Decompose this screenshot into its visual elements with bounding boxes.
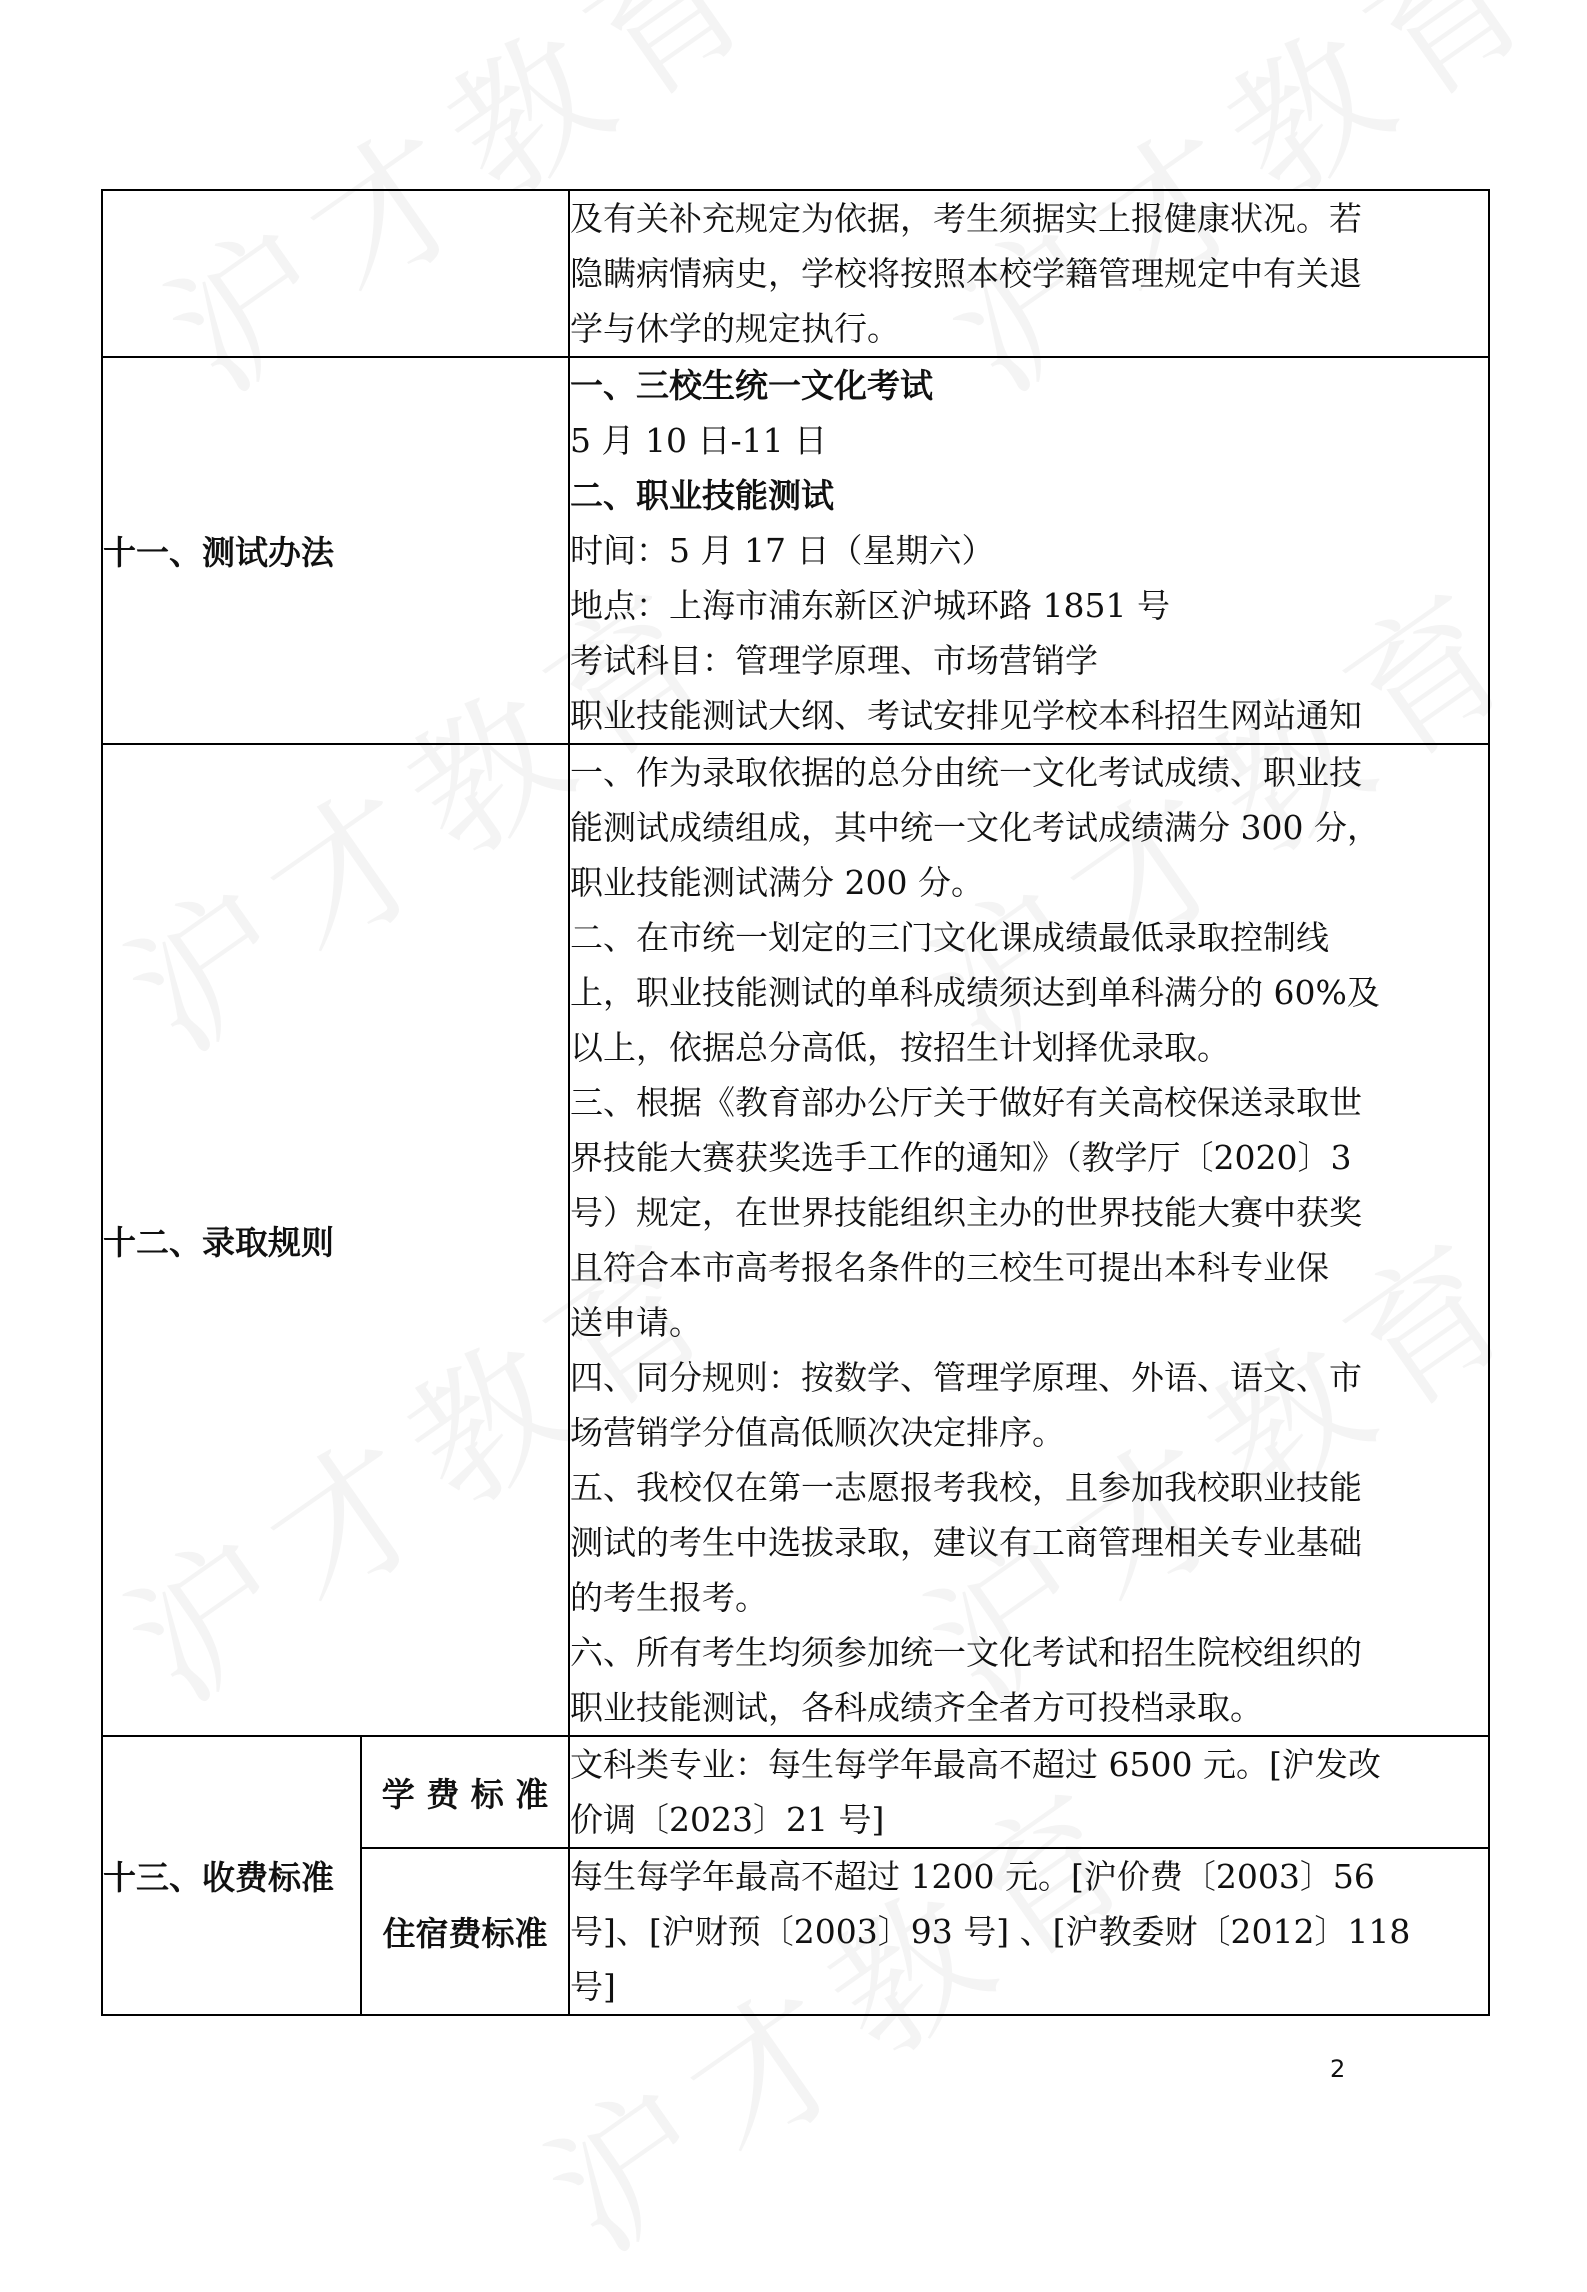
text-line: 二、在市统一划定的三门文化课成绩最低录取控制线 bbox=[570, 918, 1329, 957]
text-line: 及有关补充规定为依据，考生须据实上报健康状况。若 bbox=[570, 199, 1362, 238]
fees-label: 十三、收费标准 bbox=[102, 1736, 361, 2015]
text-line: 的考生报考。 bbox=[570, 1578, 768, 1617]
text-line: 职业技能测试满分 200 分。 bbox=[570, 863, 984, 902]
text-line: 送申请。 bbox=[570, 1303, 702, 1342]
test-method-label: 十一、测试办法 bbox=[102, 357, 569, 744]
text-line: 六、所有考生均须参加统一文化考试和招生院校组织的 bbox=[570, 1633, 1362, 1672]
health-label-cell bbox=[102, 190, 569, 357]
test-method-content bbox=[569, 357, 1489, 744]
text-line: 学与休学的规定执行。 bbox=[570, 309, 900, 348]
admission-rules-row bbox=[102, 744, 1489, 1736]
text-line: 时间：5 月 17 日（星期六） bbox=[570, 531, 995, 570]
text-line: 测试的考生中选拔录取，建议有工商管理相关专业基础 bbox=[570, 1523, 1362, 1562]
text-line: 5 月 10 日-11 日 bbox=[570, 421, 828, 460]
text-line: 能测试成绩组成，其中统一文化考试成绩满分 300 分， bbox=[570, 808, 1380, 847]
section-heading: 二、职业技能测试 bbox=[570, 476, 834, 515]
text-line: 文科类专业：每生每学年最高不超过 6500 元。[沪发改 bbox=[570, 1745, 1381, 1784]
text-line: 每生每学年最高不超过 1200 元。[沪价费〔2003〕56 bbox=[570, 1857, 1375, 1896]
text-line: 号）规定，在世界技能组织主办的世界技能大赛中获奖 bbox=[570, 1193, 1362, 1232]
text-line: 以上，依据总分高低，按招生计划择优录取。 bbox=[570, 1028, 1230, 1067]
text-line: 价调〔2023〕21 号] bbox=[570, 1800, 885, 1839]
text-line: 三、根据《教育部办公厅关于做好有关高校保送录取世 bbox=[570, 1083, 1362, 1122]
text-line: 号] bbox=[570, 1967, 616, 2006]
text-line: 五、我校仅在第一志愿报考我校，且参加我校职业技能 bbox=[570, 1468, 1362, 1507]
admission-info-table bbox=[101, 189, 1490, 2016]
text-line: 且符合本市高考报名条件的三校生可提出本科专业保 bbox=[570, 1248, 1329, 1287]
section-heading: 一、三校生统一文化考试 bbox=[570, 366, 933, 405]
health-row bbox=[102, 190, 1489, 357]
text-line: 一、作为录取依据的总分由统一文化考试成绩、职业技 bbox=[570, 753, 1362, 792]
text-line: 上，职业技能测试的单科成绩须达到单科满分的 60%及 bbox=[570, 973, 1380, 1012]
housing-label: 住宿费标准 bbox=[361, 1848, 569, 2015]
admission-rules-label: 十二、录取规则 bbox=[102, 744, 569, 1736]
text-line: 场营销学分值高低顺次决定排序。 bbox=[570, 1413, 1065, 1452]
text-line: 职业技能测试，各科成绩齐全者方可投档录取。 bbox=[570, 1688, 1263, 1727]
admission-rules-content bbox=[569, 744, 1489, 1736]
test-method-row bbox=[102, 357, 1489, 744]
text-line: 考试科目：管理学原理、市场营销学 bbox=[570, 641, 1098, 680]
text-line: 地点：上海市浦东新区沪城环路 1851 号 bbox=[570, 586, 1170, 625]
text-line: 职业技能测试大纲、考试安排见学校本科招生网站通知 bbox=[570, 696, 1362, 735]
text-line: 号]、[沪财预〔2003〕93 号] 、[沪教委财〔2012〕118 bbox=[570, 1912, 1411, 1951]
tuition-row bbox=[102, 1736, 1489, 1848]
tuition-content bbox=[569, 1736, 1489, 1848]
health-content bbox=[569, 190, 1489, 357]
text-line: 四、同分规则：按数学、管理学原理、外语、语文、市 bbox=[570, 1358, 1362, 1397]
text-line: 界技能大赛获奖选手工作的通知》（教学厅〔2020〕3 bbox=[570, 1138, 1352, 1177]
text-line: 隐瞒病情病史，学校将按照本校学籍管理规定中有关退 bbox=[570, 254, 1362, 293]
page-number: 2 bbox=[1330, 2055, 1346, 2083]
housing-content bbox=[569, 1848, 1489, 2015]
tuition-label: 学 费 标 准 bbox=[361, 1736, 569, 1848]
